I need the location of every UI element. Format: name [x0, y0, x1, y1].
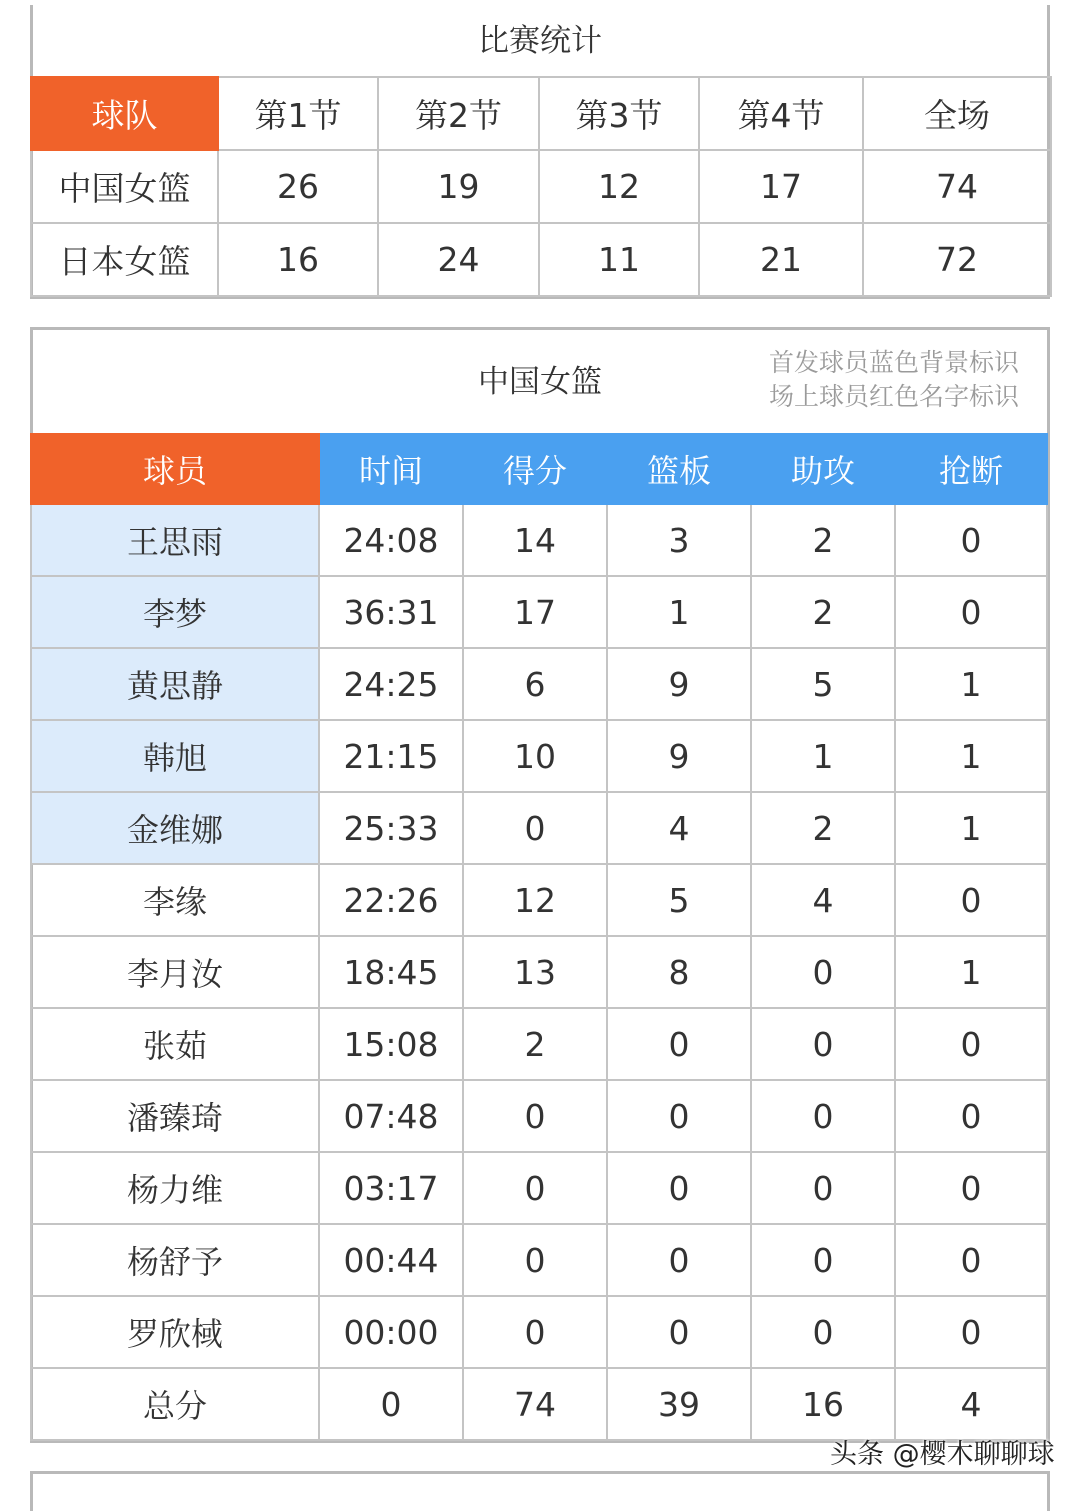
points-cell: 10	[463, 720, 607, 792]
score-header-q1: 第1节	[218, 77, 378, 150]
score-row	[31, 223, 1051, 296]
points-cell: 6	[463, 648, 607, 720]
steals-cell: 1	[895, 648, 1047, 720]
rebounds-cell: 0	[607, 1008, 751, 1080]
player-row	[31, 936, 1047, 1008]
player-row	[31, 504, 1047, 576]
legend-starter: 首发球员蓝色背景标识	[768, 348, 1019, 377]
assists-cell: 0	[751, 1224, 895, 1296]
rebounds-cell: 9	[607, 648, 751, 720]
rebounds-cell: 4	[607, 792, 751, 864]
points-cell: 12	[463, 864, 607, 936]
score-title: 比赛统计	[478, 23, 602, 59]
player-name: 金维娜	[31, 792, 319, 864]
player-row	[31, 792, 1047, 864]
player-name: 杨力维	[31, 1152, 319, 1224]
minutes-cell: 07:48	[319, 1080, 463, 1152]
minutes-cell: 21:15	[319, 720, 463, 792]
player-row	[31, 576, 1047, 648]
total-cell: 16	[751, 1368, 895, 1440]
assists-cell: 5	[751, 648, 895, 720]
points-cell: 0	[463, 1152, 607, 1224]
minutes-cell: 18:45	[319, 936, 463, 1008]
steals-cell: 1	[895, 792, 1047, 864]
score-header-row	[31, 77, 1051, 150]
rebounds-cell: 0	[607, 1152, 751, 1224]
next-panel-edge	[30, 1471, 1050, 1511]
score-cell: 26	[218, 150, 378, 223]
minutes-cell: 03:17	[319, 1152, 463, 1224]
player-panel-title: 中国女篮	[478, 364, 602, 400]
player-name: 潘臻琦	[31, 1080, 319, 1152]
player-row	[31, 1080, 1047, 1152]
team-name: 日本女篮	[31, 223, 218, 296]
score-header-q2: 第2节	[378, 77, 539, 150]
points-cell: 13	[463, 936, 607, 1008]
steals-cell: 1	[895, 720, 1047, 792]
total-cell: 4	[895, 1368, 1047, 1440]
score-cell: 11	[539, 223, 699, 296]
assists-cell: 2	[751, 504, 895, 576]
total-row	[31, 1368, 1047, 1440]
score-header-total: 全场	[863, 77, 1051, 150]
minutes-cell: 25:33	[319, 792, 463, 864]
steals-cell: 1	[895, 936, 1047, 1008]
minutes-cell: 36:31	[319, 576, 463, 648]
header-assists: 助攻	[751, 434, 895, 504]
header-steals: 抢断	[895, 434, 1047, 504]
player-stats-panel	[30, 327, 1050, 1443]
player-stats-table	[30, 433, 1048, 1441]
player-row	[31, 1152, 1047, 1224]
points-cell: 0	[463, 792, 607, 864]
minutes-cell: 00:44	[319, 1224, 463, 1296]
watermark: 头条 @樱木聊聊球	[830, 1439, 1055, 1470]
assists-cell: 0	[751, 1152, 895, 1224]
steals-cell: 0	[895, 1152, 1047, 1224]
legend-note	[769, 346, 1019, 414]
steals-cell: 0	[895, 504, 1047, 576]
score-row	[31, 150, 1051, 223]
score-cell: 21	[699, 223, 863, 296]
player-name: 黄思静	[31, 648, 319, 720]
header-time: 时间	[319, 434, 463, 504]
steals-cell: 0	[895, 1224, 1047, 1296]
header-rebounds: 篮板	[607, 434, 751, 504]
points-cell: 2	[463, 1008, 607, 1080]
score-cell: 19	[378, 150, 539, 223]
assists-cell: 1	[751, 720, 895, 792]
assists-cell: 0	[751, 1296, 895, 1368]
team-name: 中国女篮	[31, 150, 218, 223]
rebounds-cell: 9	[607, 720, 751, 792]
minutes-cell: 24:25	[319, 648, 463, 720]
points-cell: 0	[463, 1080, 607, 1152]
score-header-q4: 第4节	[699, 77, 863, 150]
legend-on-court: 场上球员红色名字标识	[768, 382, 1019, 411]
total-cell: 74	[463, 1368, 607, 1440]
player-row	[31, 648, 1047, 720]
rebounds-cell: 0	[607, 1296, 751, 1368]
rebounds-cell: 0	[607, 1224, 751, 1296]
player-name: 李月汝	[31, 936, 319, 1008]
rebounds-cell: 8	[607, 936, 751, 1008]
player-panel-header	[33, 330, 1047, 434]
steals-cell: 0	[895, 576, 1047, 648]
score-cell: 16	[218, 223, 378, 296]
player-name: 李梦	[31, 576, 319, 648]
player-row	[31, 1296, 1047, 1368]
score-header-team: 球队	[31, 77, 218, 150]
points-cell: 14	[463, 504, 607, 576]
assists-cell: 0	[751, 1008, 895, 1080]
player-row	[31, 864, 1047, 936]
steals-cell: 0	[895, 1080, 1047, 1152]
minutes-cell: 15:08	[319, 1008, 463, 1080]
player-name: 张茹	[31, 1008, 319, 1080]
steals-cell: 0	[895, 864, 1047, 936]
player-row	[31, 1224, 1047, 1296]
player-row	[31, 1008, 1047, 1080]
rebounds-cell: 0	[607, 1080, 751, 1152]
player-name: 罗欣棫	[31, 1296, 319, 1368]
rebounds-cell: 5	[607, 864, 751, 936]
points-cell: 17	[463, 576, 607, 648]
assists-cell: 2	[751, 576, 895, 648]
rebounds-cell: 3	[607, 504, 751, 576]
assists-cell: 0	[751, 1080, 895, 1152]
minutes-cell: 00:00	[319, 1296, 463, 1368]
assists-cell: 0	[751, 936, 895, 1008]
player-name: 李缘	[31, 864, 319, 936]
steals-cell: 0	[895, 1296, 1047, 1368]
score-cell: 24	[378, 223, 539, 296]
player-name: 王思雨	[31, 504, 319, 576]
points-cell: 0	[463, 1296, 607, 1368]
minutes-cell: 22:26	[319, 864, 463, 936]
score-cell: 72	[863, 223, 1051, 296]
total-cell: 0	[319, 1368, 463, 1440]
score-summary-panel	[30, 5, 1050, 299]
score-cell: 74	[863, 150, 1051, 223]
assists-cell: 4	[751, 864, 895, 936]
header-player: 球员	[31, 434, 319, 504]
player-row	[31, 720, 1047, 792]
score-cell: 17	[699, 150, 863, 223]
header-points: 得分	[463, 434, 607, 504]
minutes-cell: 24:08	[319, 504, 463, 576]
assists-cell: 2	[751, 792, 895, 864]
steals-cell: 0	[895, 1008, 1047, 1080]
player-name: 韩旭	[31, 720, 319, 792]
score-cell: 12	[539, 150, 699, 223]
total-cell: 39	[607, 1368, 751, 1440]
player-name: 杨舒予	[31, 1224, 319, 1296]
rebounds-cell: 1	[607, 576, 751, 648]
quarter-score-table	[30, 76, 1052, 297]
player-header-row	[31, 434, 1047, 504]
score-header-q3: 第3节	[539, 77, 699, 150]
points-cell: 0	[463, 1224, 607, 1296]
total-label: 总分	[31, 1368, 319, 1440]
